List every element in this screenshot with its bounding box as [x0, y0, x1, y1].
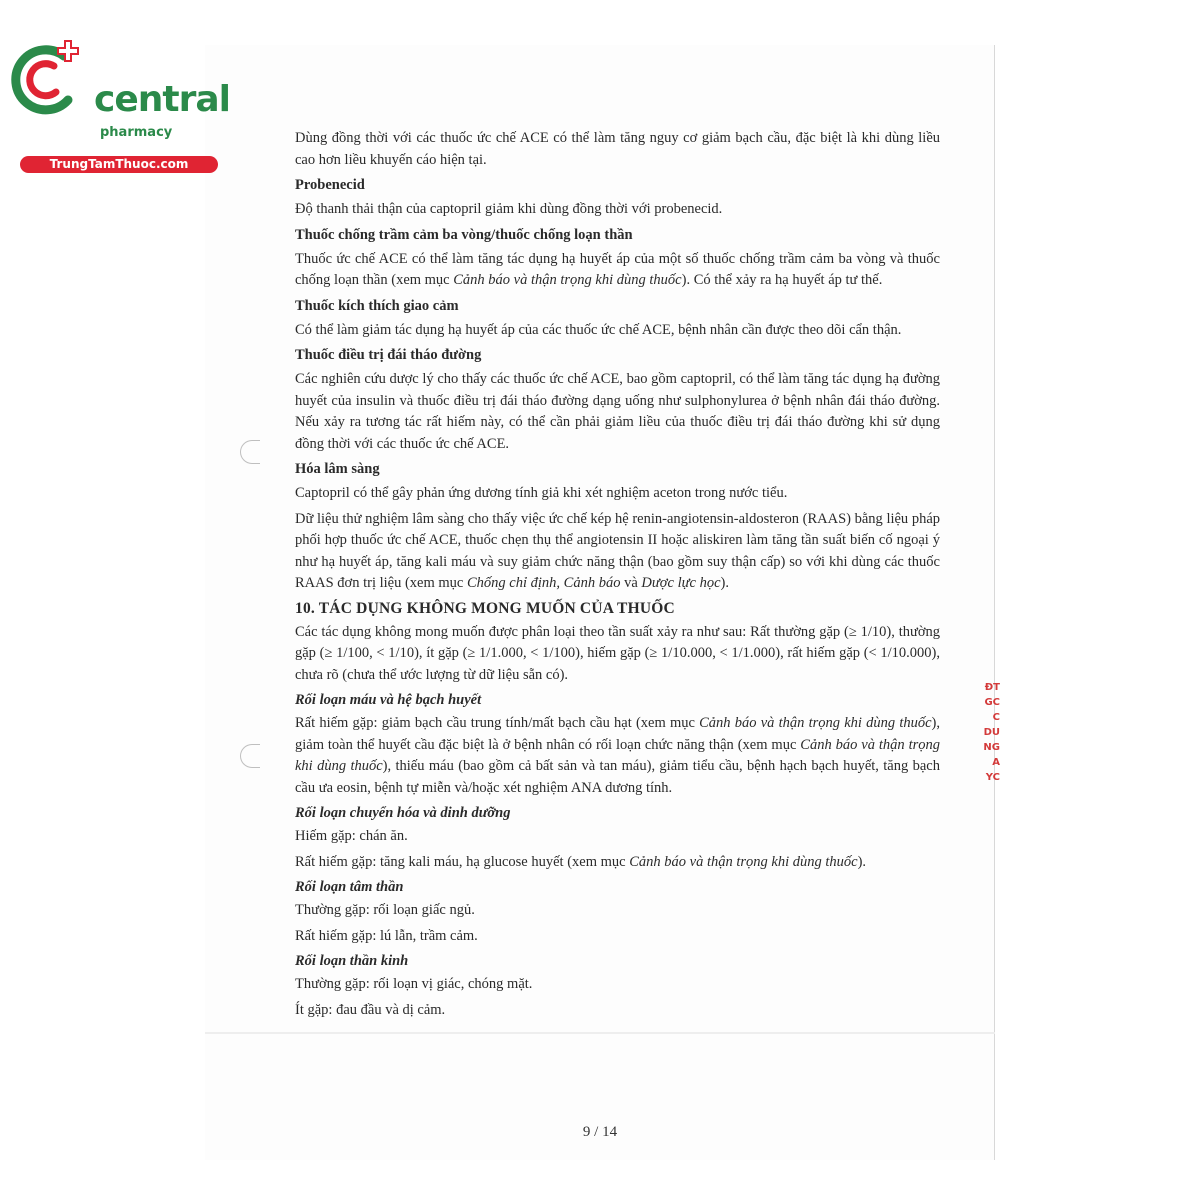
paragraph: Thường gặp: rối loạn giấc ngủ. — [295, 902, 475, 918]
italic-subheading: Rối loạn chuyển hóa và dinh dưỡng — [295, 805, 511, 821]
text-run: ). — [857, 853, 867, 870]
paragraph: Các tác dụng không mong muốn được phân loại theo tần suất xảy ra như sau: Rất thường gặp (≥ 1/10), thường gặp (≥ 1/100, < 1/10), ít gặp (≥ 1/1.000, < 1/100), hiếm gặp (≥ 1/10.000, < 1/1.000), rất hiếm gặp (< 1/10.000), chưa rõ (chưa thể ước lượng từ dữ liệu sẵn có). — [295, 623, 940, 683]
text-run: ). Có thể xảy ra hạ huyết áp tư thế. — [681, 272, 883, 288]
stamp-text: DU — [983, 727, 1000, 738]
paragraph: Có thể làm giảm tác dụng hạ huyết áp của các thuốc ức chế ACE, bệnh nhân cần được theo dõi cẩn thận. — [295, 321, 902, 338]
paragraph: Ít gặp: đau đầu và dị cảm. — [295, 1001, 446, 1018]
logo-website: TrungTamThuoc.com — [20, 156, 218, 173]
paragraph: Hiếm gặp: chán ăn. — [295, 828, 408, 844]
paragraph: Dùng đồng thời với các thuốc ức chế ACE có thể làm tăng nguy cơ giảm bạch cầu, đặc biệt là khi dùng liều cao hơn liều khuyến cáo hiện tại. — [295, 130, 940, 168]
paragraph — [295, 713, 940, 799]
text-run: và — [620, 575, 642, 591]
document-body — [295, 128, 940, 1025]
section-heading: 10. TÁC DỤNG KHÔNG MONG MUỐN CỦA THUỐC — [295, 599, 675, 617]
page-number: 9 / 14 — [582, 1124, 618, 1140]
subsection-heading: Thuốc kích thích giao cảm — [295, 297, 459, 314]
italic-reference: Chống chỉ định, Cảnh báo — [466, 575, 621, 591]
page-fold-line — [205, 1032, 995, 1034]
italic-subheading: Rối loạn máu và hệ bạch huyết — [295, 692, 482, 708]
text-run: Dữ liệu thử nghiệm lâm sàng cho thấy việc ức chế kép hệ renin-angiotensin-aldosteron (RAAS) bằng liệu pháp phối hợp thuốc ức chế ACE, thuốc chẹn thụ thể angiotensin II hoặc aliskiren làm tăng tần suất biến cố ngoại ý như hạ huyết áp, tăng kali máu và suy giảm chức năng thận (bao gồm suy thận cấp) so với khi dùng các thuốc RAAS đơn trị liệu (xem mục — [295, 510, 940, 591]
subsection-heading: Thuốc chống trầm cảm ba vòng/thuốc chống loạn thần — [295, 226, 633, 243]
logo-name: central — [94, 79, 230, 120]
stamp-text: NG — [983, 742, 1000, 753]
italic-reference: Cảnh báo và thận trọng khi dùng thuốc — [629, 853, 858, 870]
text-run: ), thiếu máu (bao gồm cả bất sản và tan máu), giảm tiểu cầu, bệnh hạch bạch huyết, tăng bạch cầu ưa eosin, bệnh tự miễn và/hoặc xét nghiệm ANA dương tính. — [295, 758, 940, 796]
paragraph: Độ thanh thải thận của captopril giảm khi dùng đồng thời với probenecid. — [295, 201, 723, 217]
subsection-heading: Probenecid — [295, 177, 365, 193]
subsection-heading: Hóa lâm sàng — [295, 461, 380, 477]
stamp-text: YC — [985, 772, 1000, 783]
italic-subheading: Rối loạn tâm thần — [295, 879, 404, 895]
italic-reference: Cảnh báo và thận trọng khi dùng thuốc — [295, 736, 940, 774]
text-run: ). — [720, 575, 729, 591]
paragraph: Captopril có thể gây phản ứng dương tính giả khi xét nghiệm aceton trong nước tiểu. — [295, 485, 788, 501]
stamp-text: A — [992, 757, 1000, 768]
italic-reference: Cảnh báo và thận trọng khi dùng thuốc — [699, 715, 932, 731]
italic-subheading: Rối loạn thần kinh — [295, 953, 409, 969]
italic-reference: Dược lực học — [641, 575, 721, 591]
paragraph — [295, 249, 940, 292]
stamp-text: ĐT — [984, 682, 1000, 693]
logo-subtitle: pharmacy — [100, 125, 173, 140]
red-stamp-fragment — [976, 680, 1000, 830]
central-pharmacy-logo[interactable] — [8, 38, 230, 171]
italic-reference: Cảnh báo và thận trọng khi dùng thuốc — [453, 272, 682, 288]
logo-mark-icon — [8, 38, 88, 118]
text-run: Rất hiếm gặp: giảm bạch cầu trung tính/mất bạch cầu hạt (xem mục — [295, 715, 700, 731]
punch-hole-lower — [240, 744, 260, 768]
paragraph — [295, 509, 940, 595]
paragraph: Rất hiếm gặp: lú lẫn, trầm cảm. — [295, 927, 478, 944]
paragraph: Các nghiên cứu dược lý cho thấy các thuốc ức chế ACE, bao gồm captopril, có thể làm tăng tác dụng hạ đường huyết của insulin và thuốc điều trị đái tháo đường dạng uống như sulphonylurea ở bệnh nhân đái tháo đường. Nếu xảy ra tương tác rất hiếm này, có thể cần phải giảm liều của thuốc điều trị đái tháo đường khi sử dụng đồng thời với các thuốc ức chế ACE. — [295, 371, 940, 452]
text-run: Thuốc ức chế ACE có thể làm tăng tác dụng hạ huyết áp của một số thuốc chống trầm cảm ba vòng và thuốc chống loạn thần (xem mục — [295, 250, 940, 288]
stamp-text: C — [992, 712, 1000, 723]
text-run: Rất hiếm gặp: tăng kali máu, hạ glucose huyết (xem mục — [295, 853, 630, 870]
text-run: ), giảm toàn thể huyết cầu đặc biệt là ở bệnh nhân có rối loạn chức năng thận (xem mục — [295, 715, 940, 753]
subsection-heading: Thuốc điều trị đái tháo đường — [295, 347, 482, 363]
punch-hole-upper — [240, 440, 260, 464]
stamp-text: GC — [984, 697, 1000, 708]
paragraph: Thường gặp: rối loạn vị giác, chóng mặt. — [295, 976, 533, 992]
paragraph — [295, 852, 940, 874]
